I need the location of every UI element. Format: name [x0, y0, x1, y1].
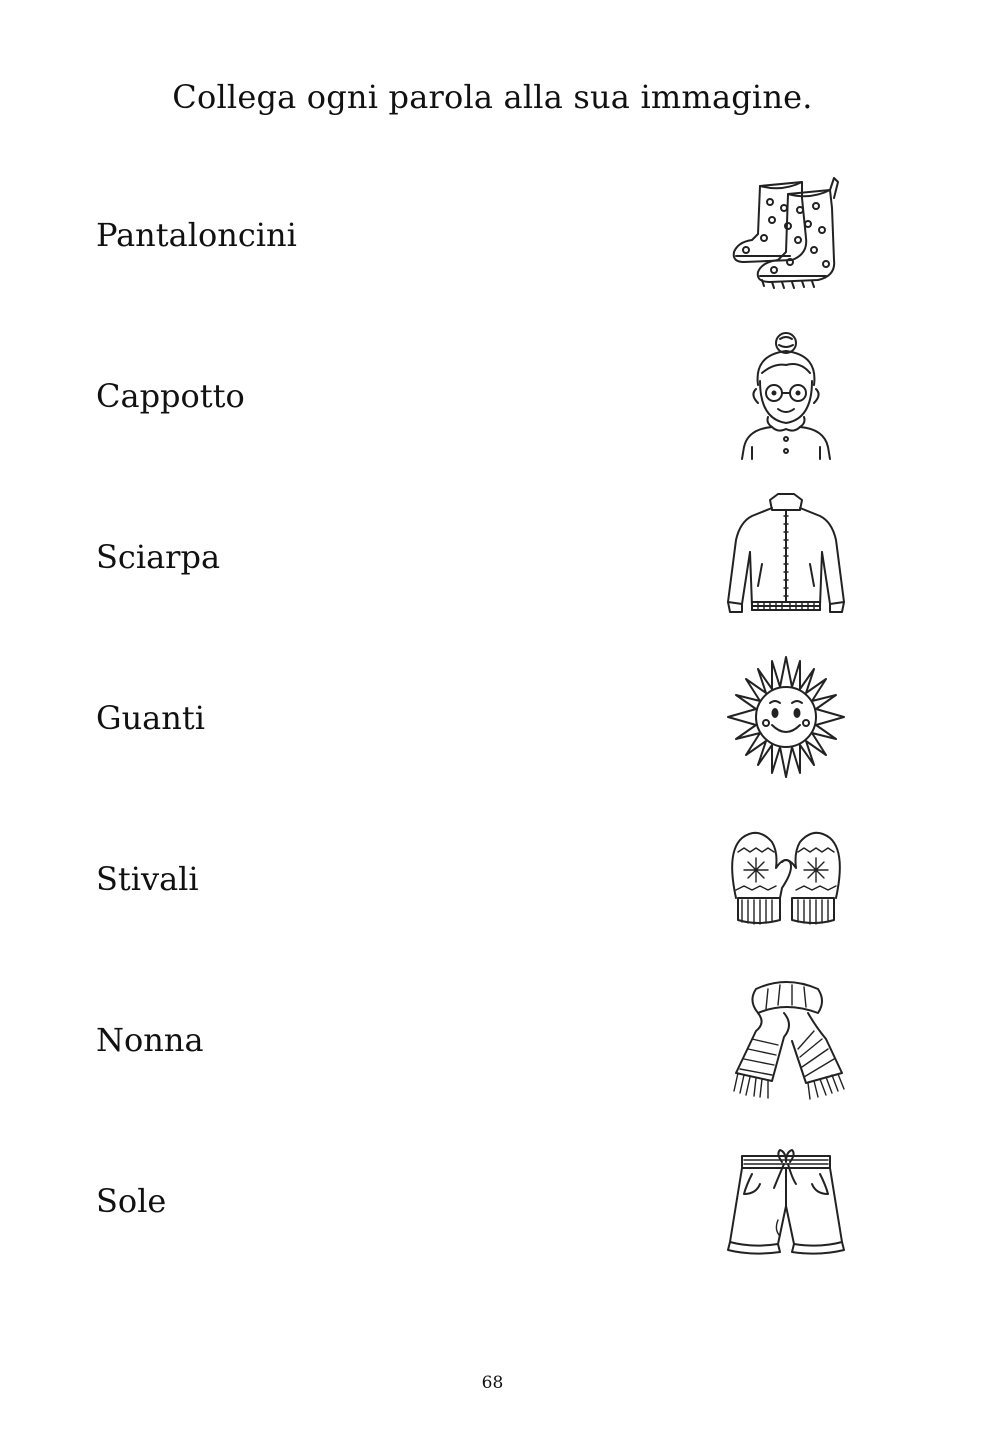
scarf-icon[interactable]: [722, 973, 850, 1105]
word-label[interactable]: Guanti: [96, 699, 205, 737]
grandmother-icon[interactable]: [722, 329, 850, 461]
match-row: [0, 168, 1008, 308]
page-number: 68: [481, 1373, 504, 1393]
shorts-icon[interactable]: [722, 1134, 850, 1266]
word-label[interactable]: Sciarpa: [96, 538, 221, 576]
match-row: [0, 490, 1008, 630]
rain-boots-icon[interactable]: [722, 168, 850, 300]
word-label[interactable]: Pantaloncini: [96, 216, 297, 254]
word-label[interactable]: Sole: [96, 1182, 167, 1220]
match-row: [0, 812, 1008, 952]
mittens-icon[interactable]: [722, 812, 850, 944]
word-label[interactable]: Cappotto: [96, 377, 245, 415]
match-row: [0, 1134, 1008, 1274]
match-row: [0, 973, 1008, 1113]
match-row: [0, 651, 1008, 791]
page-title: Collega ogni parola alla sua immagine.: [172, 78, 813, 116]
jacket-icon[interactable]: [722, 490, 850, 622]
word-label[interactable]: Nonna: [96, 1021, 204, 1059]
match-row: [0, 329, 1008, 469]
sun-icon[interactable]: [722, 651, 850, 783]
word-label[interactable]: Stivali: [96, 860, 199, 898]
